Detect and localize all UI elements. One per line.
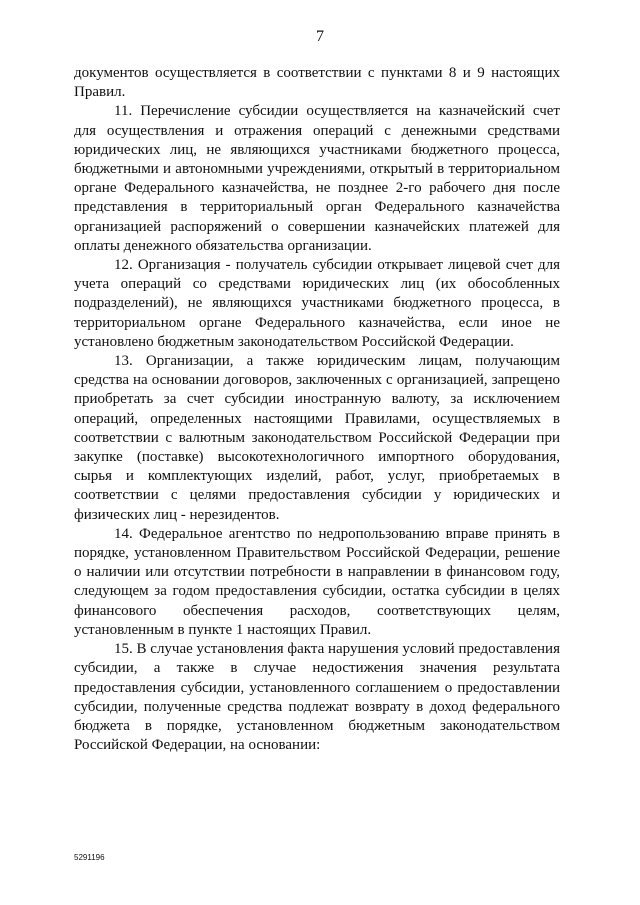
paragraph-11: 11. Перечисление субсидии осуществляется на казначейский счет для осуществления и отражения операций с денежными средствами юридических лиц, не являющихся участниками бюджетного процесса, бюджетными и автономными учреждениями, открытый в территориальном органе Федерального казначейства, не позднее 2-го рабочего дня после представления в территориальный орган Федерального казначейства организацией распоряжений о совершении казначейских платежей для оплаты денежного обязательства организации. xyxy=(74,103,560,254)
paragraph-continuation: документов осуществляется в соответствии с пунктами 8 и 9 настоящих Правил. xyxy=(74,65,560,101)
page-number: 7 xyxy=(316,28,324,45)
paragraph-15: 15. В случае установления факта нарушения условий предоставления субсидии, а также в случае недостижения значения результата предоставления субсидии, установленного соглашением о предоставлении субсидии, полученные средства подлежат возврату в доход федерального бюджета в порядке, установленном бюджетным законодательством Российской Федерации, на основании: xyxy=(74,641,560,754)
paragraph-14: 14. Федеральное агентство по недропользованию вправе принять в порядке, установленном Правительством Российской Федерации, решение о наличии или отсутствии потребности в направлении в финансовом году, следующем за годом предоставления субсидии, остатка субсидии в целях финансового обеспечения расходов, соответствующих целям, установленным в пункте 1 настоящих Правил. xyxy=(74,525,560,638)
document-body xyxy=(74,64,560,755)
document-code: 5291196 xyxy=(74,853,105,862)
paragraph-13: 13. Организации, а также юридическим лицам, получающим средства на основании договоров, заключенных с организацией, запрещено приобретать за счет субсидии иностранную валюту, за исключением операций, определенных настоящими Правилами, осуществляемых в соответствии с валютным законодательством Российской Федерации при закупке (поставке) высокотехнологичного импортного оборудования, сырья и комплектующих изделий, работ, услуг, приобретаемых в соответствии с целями предоставления субсидии у юридических и физических лиц - нерезидентов. xyxy=(74,353,560,523)
paragraph-12: 12. Организация - получатель субсидии открывает лицевой счет для учета операций со средствами юридических лиц (их обособленных подразделений), не являющихся участниками бюджетного процесса, в территориальном органе Федерального казначейства, если иное не установлено бюджетным законодательством Российской Федерации. xyxy=(74,257,560,350)
